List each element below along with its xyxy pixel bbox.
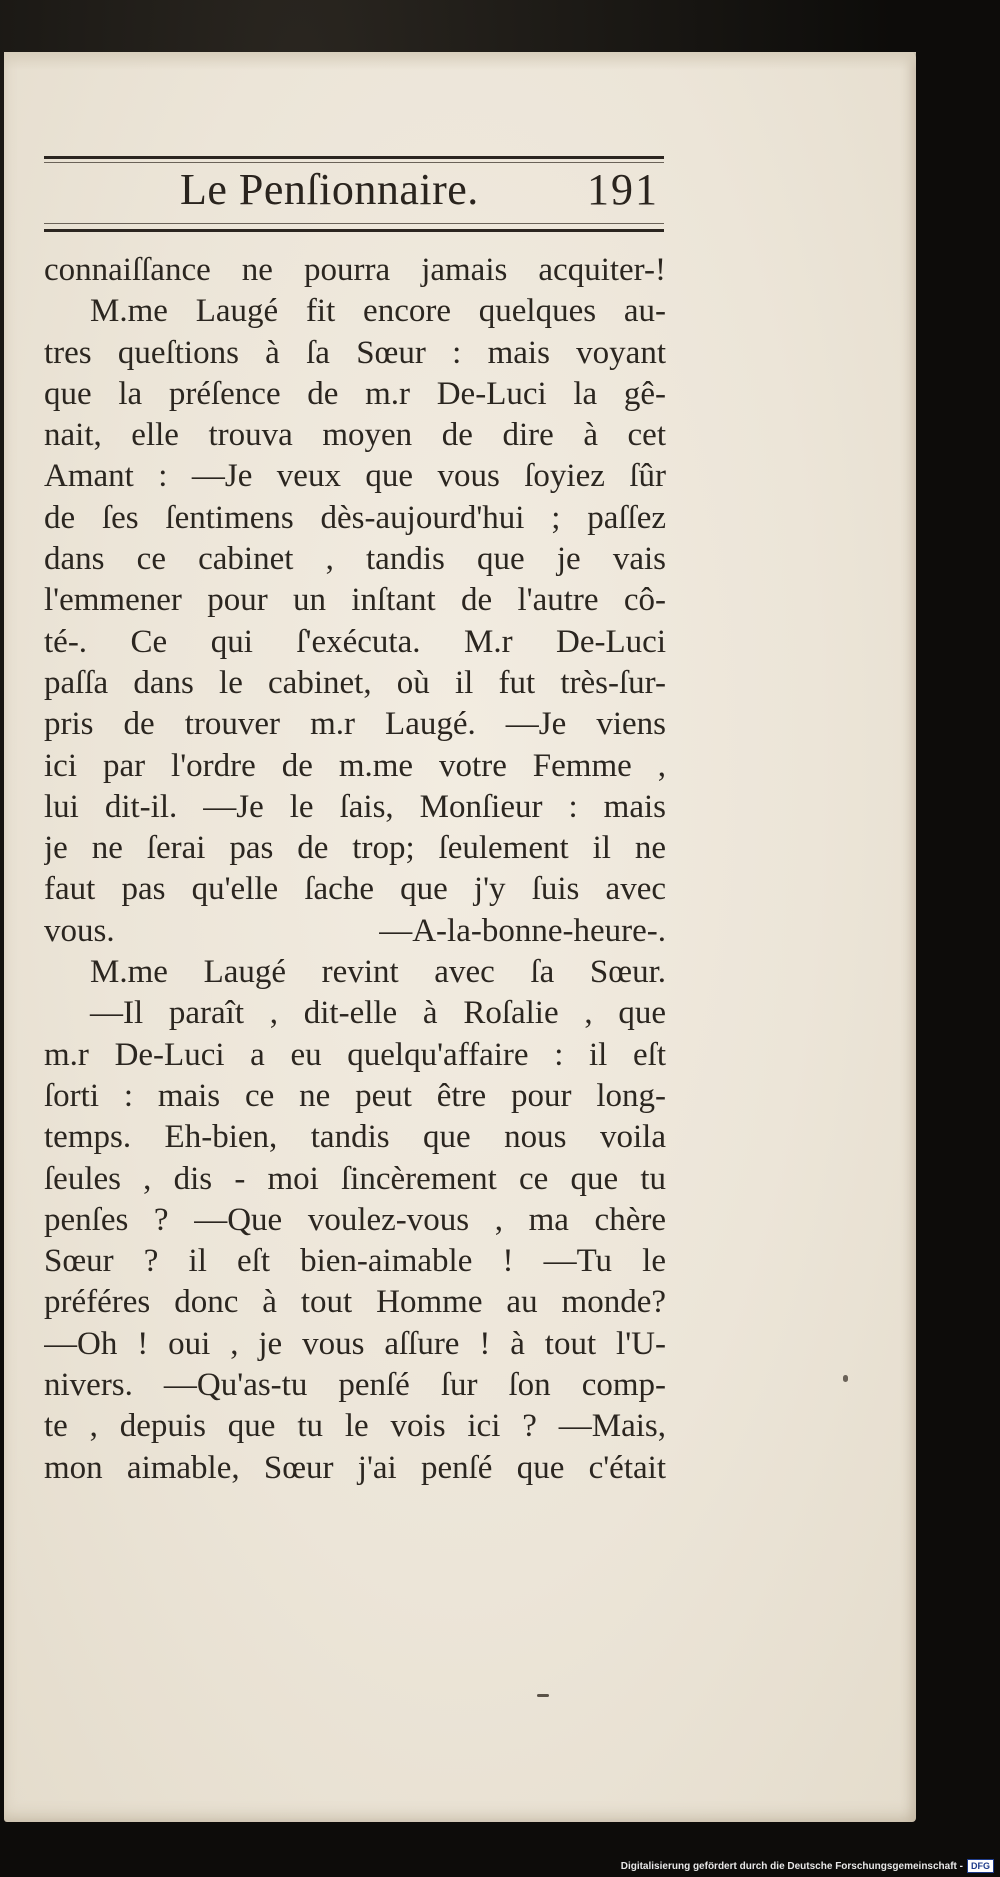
text-line: mon aimable, Sœur j'ai penſé que c'était — [44, 1449, 666, 1486]
header-rule-bottom-thin — [44, 223, 664, 224]
body-text — [44, 250, 666, 1489]
header-rule-top — [44, 156, 664, 159]
text-line: penſes ? —Que voulez-vous , ma chère — [44, 1201, 666, 1238]
footer-credit: Digitalisierung gefördert durch die Deutsche Forschungsgemeinschaft - — [620, 1860, 963, 1872]
paper-speck — [843, 1375, 848, 1382]
text-line: M.me Laugé fit encore quelques au- — [90, 293, 666, 330]
text-line: lui dit-il. —Je le ſais, Monſieur : mais — [44, 788, 666, 825]
text-line: Amant : —Je veux que vous ſoyiez ſûr — [44, 458, 666, 495]
text-line: faut pas qu'elle ſache que j'y ſuis avec — [44, 871, 666, 908]
dfg-logo: DFG — [967, 1859, 994, 1873]
text-line: —Il paraît , dit-elle à Roſalie , que — [90, 995, 666, 1032]
text-line: ici par l'ordre de m.me votre Femme , — [44, 747, 666, 784]
text-line: ſorti : mais ce ne peut être pour long- — [44, 1077, 666, 1114]
text-line: Sœur ? il eſt bien-aimable ! —Tu le — [44, 1243, 666, 1280]
text-line: nait, elle trouva moyen de dire à cet — [44, 417, 666, 454]
text-line: vous. —A-la-bonne-heure-. — [44, 912, 666, 949]
text-line: ſeules , dis - moi ſincèrement ce que tu — [44, 1160, 666, 1197]
text-line: dans ce cabinet , tandis que je vais — [44, 541, 666, 578]
text-line: temps. Eh-bien, tandis que nous voila — [44, 1119, 666, 1156]
text-line: —Oh ! oui , je vous aſſure ! à tout l'U- — [44, 1325, 666, 1362]
text-line: m.r De-Luci a eu quelqu'affaire : il eſt — [44, 1036, 666, 1073]
text-line: je ne ſerai pas de trop; ſeulement il ne — [44, 830, 666, 867]
text-line: M.me Laugé revint avec ſa Sœur. — [90, 954, 666, 991]
text-line: l'emmener pour un inſtant de l'autre cô- — [44, 582, 666, 619]
paper-speck — [537, 1694, 549, 1697]
book-page — [4, 52, 916, 1822]
text-line: té-. Ce qui ſ'exécuta. M.r De-Luci — [44, 623, 666, 660]
text-line: nivers. —Qu'as-tu penſé ſur ſon comp- — [44, 1367, 666, 1404]
digitization-footer — [621, 1859, 994, 1873]
text-line: pris de trouver m.r Laugé. —Je viens — [44, 706, 666, 743]
text-line: que la préſence de m.r De-Luci la gê- — [44, 375, 666, 412]
running-title: Le Penſionnaire. — [180, 165, 479, 214]
text-line: préféres donc à tout Homme au monde? — [44, 1284, 666, 1321]
text-line: connaiſſance ne pourra jamais acquiter-! — [44, 252, 666, 288]
text-line: de ſes ſentimens dès-aujourd'hui ; paſſez — [44, 499, 666, 536]
header-rule-bottom — [44, 229, 664, 232]
text-line: te , depuis que tu le vois ici ? —Mais, — [44, 1408, 666, 1445]
text-line: paſſa dans le cabinet, où il fut très-ſur- — [44, 664, 666, 701]
header-rule-top-thin — [44, 162, 664, 163]
page-number: 191 — [587, 165, 659, 214]
text-line: tres queſtions à ſa Sœur : mais voyant — [44, 334, 666, 371]
page-edge-shadow — [4, 52, 916, 70]
